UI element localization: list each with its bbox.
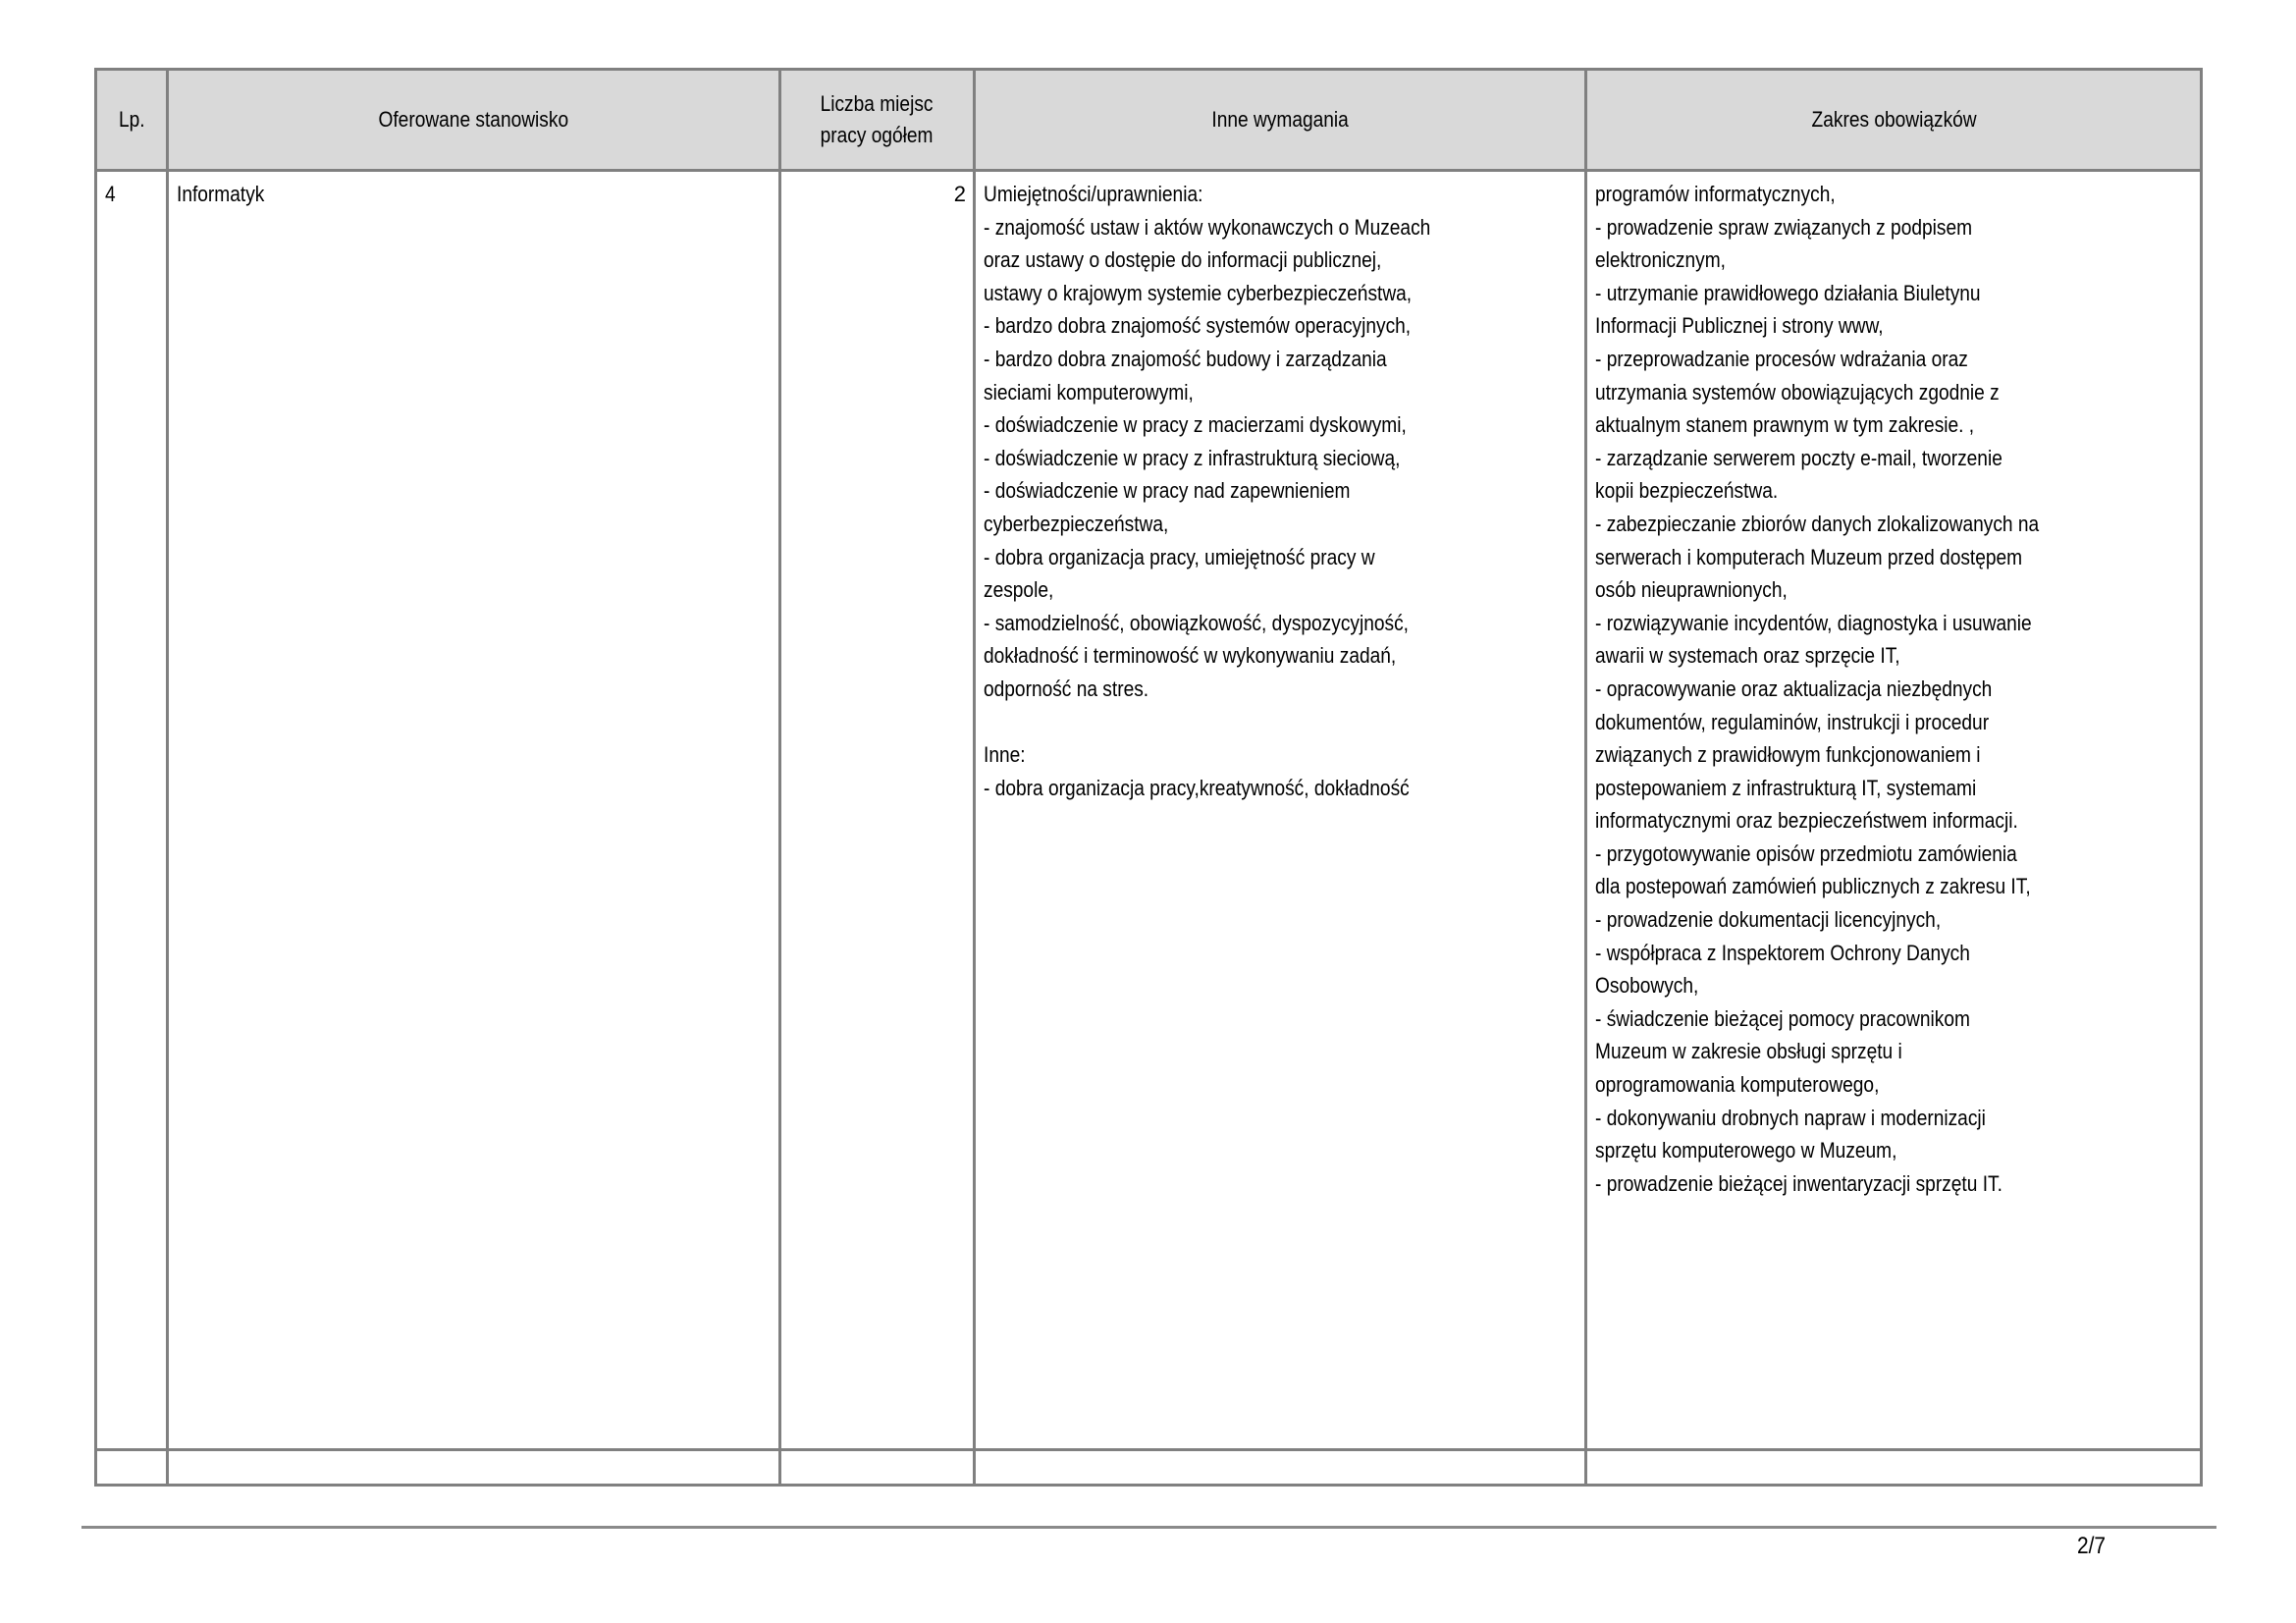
text-line: - przygotowywanie opisów przedmiotu zamówienia (1595, 840, 2018, 866)
cell-empty (779, 1450, 974, 1486)
cell-lp: 4 (96, 171, 168, 1450)
text-line: cyberbezpieczeństwa, (983, 511, 1169, 536)
text-line: sieciami komputerowymi, (983, 379, 1194, 405)
text-line: serwerach i komputerach Muzeum przed dostępem (1595, 544, 2023, 569)
text-line: - bardzo dobra znajomość budowy i zarządzania (983, 346, 1387, 371)
cell-empty (96, 1450, 168, 1486)
text-line: Umiejętności/uprawnienia: (983, 182, 1203, 206)
text-line: - dobra organizacja pracy, umiejętność pracy w (983, 544, 1375, 569)
cell-empty (974, 1450, 1585, 1486)
zakres-obowiazkow-text (1587, 172, 2200, 1200)
text-line: dokumentów, regulaminów, instrukcji i procedur (1595, 709, 1990, 734)
cell-zakres-obowiazkow (1586, 171, 2202, 1450)
text-line: oprogramowania komputerowego, (1595, 1072, 1880, 1098)
cell-empty (1586, 1450, 2202, 1486)
text-line: - utrzymanie prawidłowego działania Biuletynu (1595, 280, 1982, 305)
text-line: - samodzielność, obowiązkowość, dyspozycyjność, (983, 610, 1409, 635)
footer-divider (81, 1526, 2216, 1529)
text-line: elektronicznym, (1595, 247, 1727, 273)
text-line: - zarządzanie serwerem poczty e-mail, tworzenie (1595, 445, 2003, 470)
text-line: - świadczenie bieżącej pomocy pracownikom (1595, 1005, 1971, 1031)
text-line: Osobowych, (1595, 973, 1699, 999)
header-liczba-miejsc: Liczba miejsc pracy ogółem (779, 70, 974, 171)
cell-stanowisko: Informatyk (168, 171, 779, 1450)
text-line: dokładność i terminowość w wykonywaniu zadań, (983, 643, 1397, 669)
text-line: Inne: (983, 742, 1026, 768)
text-line: - doświadczenie w pracy z macierzami dyskowymi, (983, 412, 1407, 438)
text-line: dla postepowań zamówień publicznych z zakresu IT, (1595, 874, 2032, 899)
text-line: informatycznymi oraz bezpieczeństwem informacji. (1595, 808, 2019, 834)
table-row (96, 171, 2202, 1450)
text-line: związanych z prawidłowym funkcjonowaniem i (1595, 742, 1982, 768)
text-line: zespole, (983, 577, 1054, 603)
text-line: kopii bezpieczeństwa. (1595, 478, 1779, 504)
text-line: utrzymania systemów obowiązujących zgodnie z (1595, 379, 2001, 405)
table-header-row (96, 70, 2202, 171)
text-line: - doświadczenie w pracy z infrastrukturą sieciową, (983, 445, 1401, 470)
text-line: - doświadczenie w pracy nad zapewnieniem (983, 478, 1351, 504)
header-zakres-obowiazkow: Zakres obowiązków (1586, 70, 2202, 171)
text-line: - dobra organizacja pracy,kreatywność, dokładność (983, 775, 1410, 800)
text-line: ustawy o krajowym systemie cyberbezpieczeństwa, (983, 280, 1413, 305)
text-line: Muzeum w zakresie obsługi sprzętu i (1595, 1039, 1903, 1064)
cell-empty (168, 1450, 779, 1486)
text-line: - prowadzenie bieżącej inwentaryzacji sprzętu IT. (1595, 1170, 2003, 1196)
text-line: - dokonywaniu drobnych napraw i modernizacji (1595, 1105, 1987, 1130)
text-line: - opracowywanie oraz aktualizacja niezbędnych (1595, 676, 1993, 701)
header-stanowisko: Oferowane stanowisko (168, 70, 779, 171)
text-line: - prowadzenie dokumentacji licencyjnych, (1595, 907, 1942, 933)
header-lp: Lp. (96, 70, 168, 171)
header-inne-wymagania: Inne wymagania (974, 70, 1585, 171)
text-line: - bardzo dobra znajomość systemów operacyjnych, (983, 313, 1412, 339)
text-line: - znajomość ustaw i aktów wykonawczych o Muzeach (983, 214, 1431, 240)
text-line: osób nieuprawnionych, (1595, 577, 1789, 603)
page-number: 2/7 (2077, 1533, 2107, 1559)
text-line: awarii w systemach oraz sprzęcie IT, (1595, 643, 1901, 669)
text-line: programów informatycznych, (1595, 182, 1837, 206)
text-line: - rozwiązywanie incydentów, diagnostyka i usuwanie (1595, 610, 2033, 635)
cell-liczba-miejsc: 2 (779, 171, 974, 1450)
text-line: aktualnym stanem prawnym w tym zakresie. , (1595, 412, 1975, 438)
cell-inne-wymagania (974, 171, 1585, 1450)
job-offer-table (94, 68, 2203, 1487)
table-row-empty (96, 1450, 2202, 1486)
text-line: odporność na stres. (983, 676, 1149, 701)
text-line: - przeprowadzanie procesów wdrażania oraz (1595, 346, 1969, 371)
text-line: oraz ustawy o dostępie do informacji publicznej, (983, 247, 1382, 273)
text-line (984, 706, 1577, 739)
text-line: - zabezpieczanie zbiorów danych zlokalizowanych na (1595, 511, 2040, 536)
text-line: sprzętu komputerowego w Muzeum, (1595, 1138, 1897, 1163)
text-line: Informacji Publicznej i strony www, (1595, 313, 1885, 339)
text-line: postepowaniem z infrastrukturą IT, systemami (1595, 775, 1977, 800)
inne-wymagania-text (976, 172, 1584, 804)
text-line: - prowadzenie spraw związanych z podpisem (1595, 214, 1973, 240)
text-line: - współpraca z Inspektorem Ochrony Danych (1595, 940, 1971, 965)
